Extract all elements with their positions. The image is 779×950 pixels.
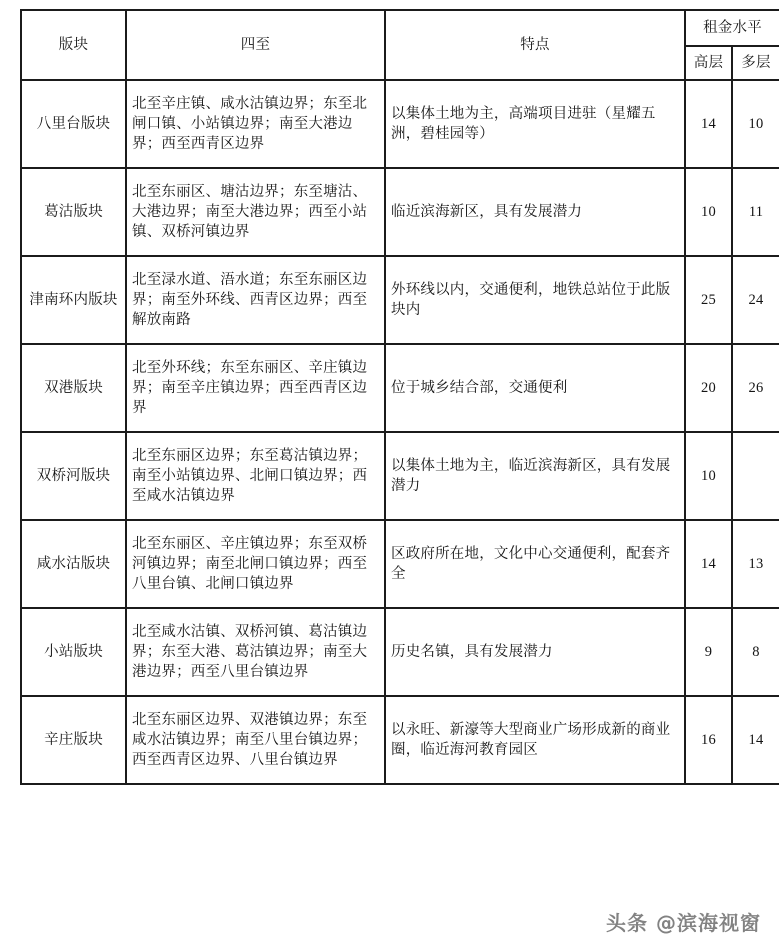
table-row: [21, 80, 779, 168]
table-row: [21, 432, 779, 520]
cell-block-name: 双港版块: [21, 344, 126, 432]
table-row: [21, 696, 779, 784]
cell-block-name: 辛庄版块: [21, 696, 126, 784]
column-header-rent-level: 租金水平: [685, 10, 779, 46]
cell-rent-high: 14: [685, 80, 732, 168]
table-body: [21, 10, 779, 784]
table-row: [21, 168, 779, 256]
cell-rent-multi: 24: [732, 256, 779, 344]
district-block-table: [20, 9, 779, 785]
cell-feature: 以集体土地为主，临近滨海新区，具有发展潜力: [385, 432, 685, 520]
cell-block-name: 小站版块: [21, 608, 126, 696]
cell-feature: 临近滨海新区，具有发展潜力: [385, 168, 685, 256]
cell-bounds: 北至东丽区边界；东至葛沽镇边界；南至小站镇边界、北闸口镇边界；西至咸水沽镇边界: [126, 432, 385, 520]
cell-rent-high: 25: [685, 256, 732, 344]
column-header-rent-high: 高层: [685, 46, 732, 80]
cell-feature: 区政府所在地，文化中心交通便利，配套齐全: [385, 520, 685, 608]
cell-bounds: 北至渌水道、浯水道；东至东丽区边界；南至外环线、西青区边界；西至解放南路: [126, 256, 385, 344]
cell-rent-multi: 14: [732, 696, 779, 784]
source-watermark: 头条 @滨海视窗: [606, 911, 761, 935]
cell-rent-high: 9: [685, 608, 732, 696]
cell-block-name: 八里台版块: [21, 80, 126, 168]
column-header-feature: 特点: [385, 10, 685, 80]
cell-feature: 以永旺、新濠等大型商业广场形成新的商业圈，临近海河教育园区: [385, 696, 685, 784]
cell-block-name: 津南环内版块: [21, 256, 126, 344]
cell-bounds: 北至东丽区、辛庄镇边界；东至双桥河镇边界；南至北闸口镇边界；西至八里台镇、北闸口镇边界: [126, 520, 385, 608]
cell-rent-multi: 26: [732, 344, 779, 432]
cell-block-name: 双桥河版块: [21, 432, 126, 520]
cell-feature: 位于城乡结合部，交通便利: [385, 344, 685, 432]
table-row: [21, 608, 779, 696]
table-row: [21, 520, 779, 608]
cell-feature: 外环线以内，交通便利，地铁总站位于此版块内: [385, 256, 685, 344]
cell-rent-multi: 8: [732, 608, 779, 696]
cell-rent-high: 16: [685, 696, 732, 784]
cell-bounds: 北至辛庄镇、咸水沽镇边界；东至北闸口镇、小站镇边界；南至大港边界；西至西青区边界: [126, 80, 385, 168]
cell-bounds: 北至东丽区边界、双港镇边界；东至咸水沽镇边界；南至八里台镇边界；西至西青区边界、八里台镇边界: [126, 696, 385, 784]
cell-bounds: 北至外环线；东至东丽区、辛庄镇边界；南至辛庄镇边界；西至西青区边界: [126, 344, 385, 432]
cell-feature: 以集体土地为主，高端项目进驻（星耀五洲，碧桂园等）: [385, 80, 685, 168]
cell-rent-high: 10: [685, 168, 732, 256]
cell-rent-multi: 11: [732, 168, 779, 256]
cell-rent-multi: 10: [732, 80, 779, 168]
table-row: [21, 344, 779, 432]
table-header-row-1: [21, 10, 779, 46]
cell-block-name: 咸水沽版块: [21, 520, 126, 608]
cell-rent-multi: [732, 432, 779, 520]
cell-rent-multi: 13: [732, 520, 779, 608]
column-header-bounds: 四至: [126, 10, 385, 80]
cell-bounds: 北至东丽区、塘沽边界；东至塘沽、大港边界；南至大港边界；西至小站镇、双桥河镇边界: [126, 168, 385, 256]
column-header-rent-multi: 多层: [732, 46, 779, 80]
cell-rent-high: 14: [685, 520, 732, 608]
column-header-block: 版块: [21, 10, 126, 80]
cell-rent-high: 20: [685, 344, 732, 432]
table-row: [21, 256, 779, 344]
cell-block-name: 葛沽版块: [21, 168, 126, 256]
cell-bounds: 北至咸水沽镇、双桥河镇、葛沽镇边界；东至大港、葛沽镇边界；南至大港边界；西至八里台镇边界: [126, 608, 385, 696]
cell-rent-high: 10: [685, 432, 732, 520]
cell-feature: 历史名镇，具有发展潜力: [385, 608, 685, 696]
